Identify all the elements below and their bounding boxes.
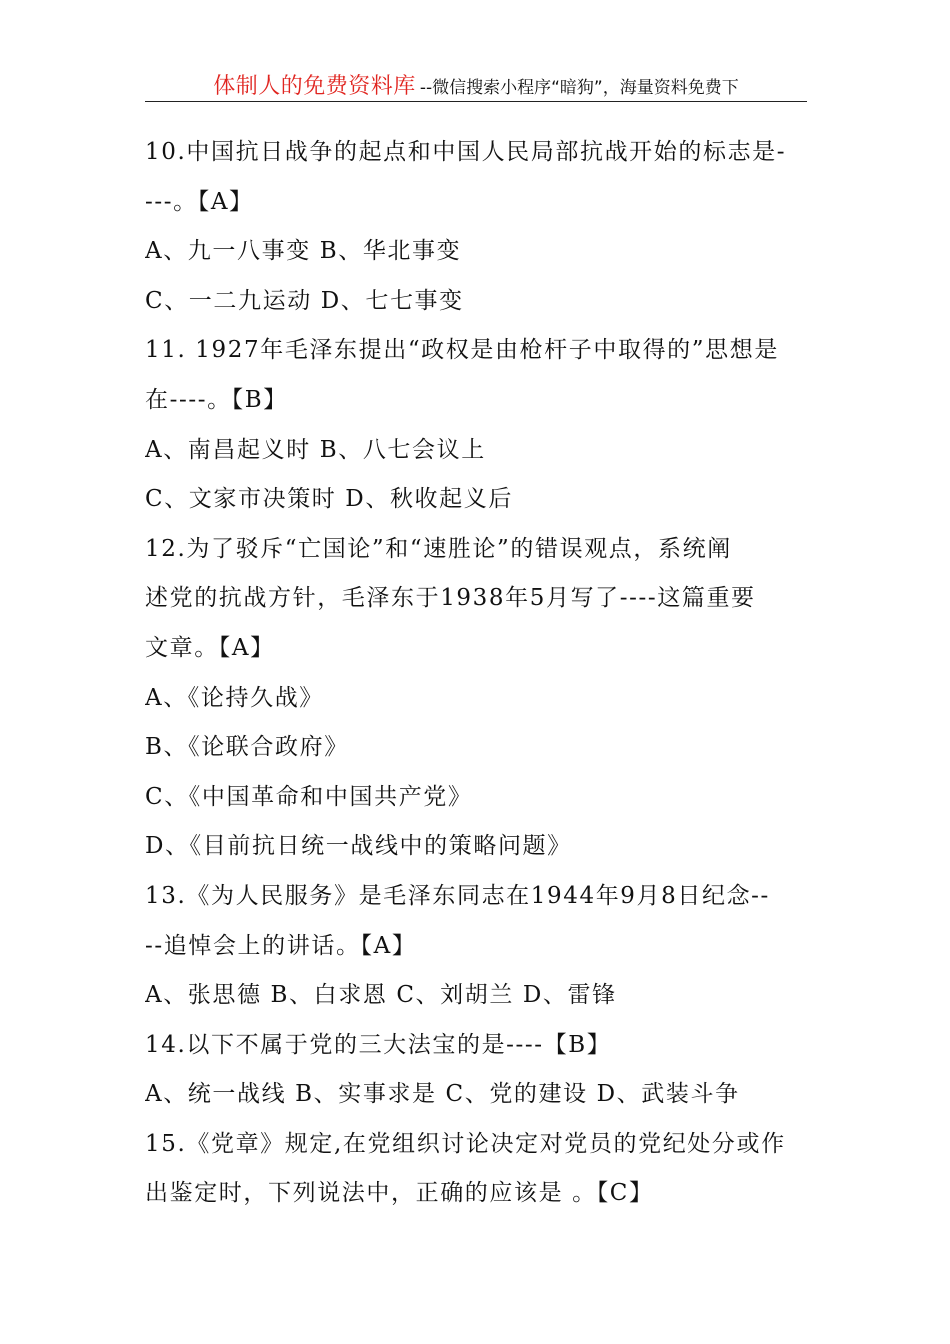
- question-11-stem-cont: 在----。【B】: [145, 386, 288, 413]
- question-10-stem-cont: ---。【A】: [145, 188, 254, 215]
- question-13-stem: 13.《为人民服务》是毛泽东同志在1944年9月8日纪念--: [145, 882, 770, 909]
- question-15-stem-cont: 出鉴定时，下列说法中，正确的应该是 。【C】: [145, 1180, 654, 1207]
- question-12-option-a: A、《论持久战》: [145, 684, 324, 711]
- question-11-stem: 11. 1927年毛泽东提出“政权是由枪杆子中取得的”思想是: [145, 337, 779, 364]
- question-13-stem-cont: --追悼会上的讲话。【A】: [145, 932, 417, 959]
- question-12-stem-cont: 述党的抗战方针，毛泽东于1938年5月写了----这篇重要: [145, 585, 756, 612]
- question-10-options-cd: C、一二九运动 D、七七事变: [145, 287, 464, 314]
- question-14-options: A、统一战线 B、实事求是 C、党的建设 D、武装斗争: [145, 1081, 740, 1108]
- question-12-option-b: B、《论联合政府》: [145, 734, 349, 761]
- question-12-stem-end: 文章。【A】: [145, 634, 275, 661]
- question-12-option-c: C、《中国革命和中国共产党》: [145, 783, 473, 810]
- question-11-options-ab: A、南昌起义时 B、八七会议上: [145, 436, 486, 463]
- header-title: 体制人的免费资料库: [213, 74, 416, 99]
- question-14-stem: 14.以下不属于党的三大法宝的是----【B】: [145, 1031, 612, 1058]
- question-11-options-cd: C、文家市决策时 D、秋收起义后: [145, 486, 513, 513]
- page-header: [145, 70, 807, 102]
- question-10-stem: 10.中国抗日战争的起点和中国人民局部抗战开始的标志是-: [145, 139, 787, 165]
- question-13-options: A、张思德 B、白求恩 C、刘胡兰 D、雷锋: [145, 982, 617, 1009]
- question-12-option-d: D、《目前抗日统一战线中的策略问题》: [145, 833, 572, 860]
- question-10-options-ab: A、九一八事变 B、华北事变: [145, 238, 462, 265]
- document-body: [145, 128, 811, 1219]
- question-12-stem: 12.为了驳斥“亡国论”和“速胜论”的错误观点，系统阐: [145, 535, 732, 562]
- question-15-stem: 15.《党章》规定,在党组织讨论决定对党员的党纪处分或作: [145, 1130, 786, 1157]
- header-subtitle: --微信搜索小程序“暗狗”，海量资料免费下: [419, 78, 739, 98]
